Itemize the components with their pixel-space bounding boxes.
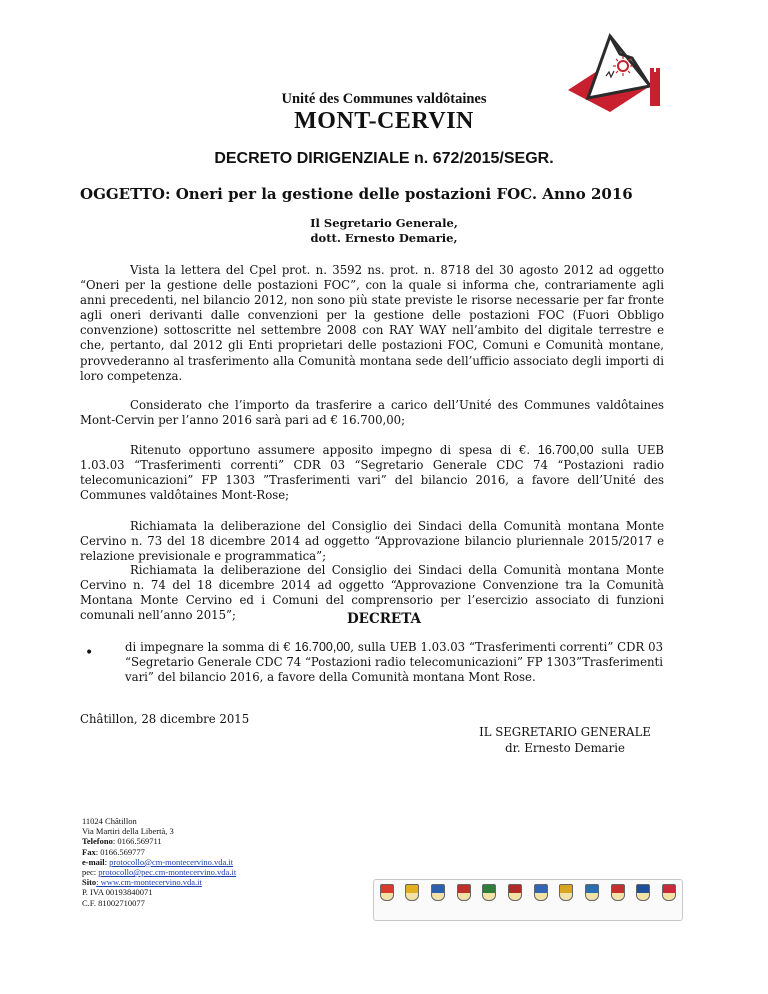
crest-icon (634, 884, 652, 901)
paragraph-richiamata-1 (80, 519, 664, 564)
email-label: e-mail (82, 856, 105, 867)
paragraph-text: sulla UEB 1.03.03 “Trasferimenti correnti” CDR 03 “Segretario Generale CDC 74 “Postazioni radio telecomunicazioni” FP 1303 ”Trasferimenti vari” del bilancio 2016, a favore dell’Unité des Communes valdôtaines Mont-Rose; (80, 443, 664, 503)
subject-line: OGGETTO: Oneri per la gestione delle postazioni FOC. Anno 2016 (80, 185, 633, 203)
amount: 16.700,00 (294, 640, 351, 654)
paragraph-text: Considerato che l’importo da trasferire a carico dell’Unité des Communes valdôtaines Mont-Cervin per l’anno 2016 sarà pari ad € 16.700,00; (80, 398, 664, 428)
paragraph-text: Richiamata la deliberazione del Consiglio dei Sindaci della Comunità montana Monte Cervino n. 73 del 18 dicembre 2014 ad oggetto “Approvazione bilancio pluriennale 2015/2017 e relazione previsionale e programmatica”; (80, 519, 664, 564)
site-link[interactable]: : www.cm-montecervino.vda.it (96, 877, 202, 888)
vat-number: P. IVA 00193840071 (82, 887, 153, 898)
shield-icon (636, 884, 650, 901)
pec-link[interactable]: protocollo@pec.cm-montecervino.vda.it (98, 867, 237, 878)
crest-icon (557, 884, 575, 901)
shield-icon (405, 884, 419, 901)
signatory-name: dott. Ernesto Demarie, (310, 231, 458, 245)
shield-icon (482, 884, 496, 901)
fax-label: Fax (82, 846, 96, 857)
footer-contacts: 11024 Châtillon Via Martiri della Libertà, 3 Telefono: 0166.569711 Fax: 0166.569777 e-mail: protocollo@cm-montecervino.vda.it pec: protocollo@pec.cm-montecervino.vda.it Sito: www.cm-montecervino.vda.it P. IVA 00193840071 C.F. 81002710077 (82, 816, 237, 908)
shield-icon (457, 884, 471, 901)
paragraph-ritenuto (80, 443, 664, 503)
crest-icon (455, 884, 473, 901)
org-name: MONT-CERVIN (294, 108, 474, 134)
shield-icon (431, 884, 445, 901)
decreta-heading: DECRETA (346, 611, 422, 627)
paragraph-text: Vista la lettera del Cpel prot. n. 3592 ns. prot. n. 8718 del 30 agosto 2012 ad oggetto “Oneri per la gestione delle postazioni FOC”, con la quale si informa che, contrariamente agli anni precedenti, nel bilancio 2012, non sono più state previste le risorse necessarie per far fronte agli oneri derivanti dalle convenzioni per la gestione delle postazioni FOC (Fuori Obbligo convenzione) sottoscritte nel settembre 2008 con RAY WAY nell’ambito del digitale terrestre e che, pertanto, dal 2012 gli Enti proprietari delle postazioni FOC, Comuni e Comunità montane, provvederanno al trasferimento alla Comunità montana sede dell’ufficio associato degli importi di loro competenza. (80, 263, 664, 383)
decree-title: DECRETO DIRIGENZIALE n. 672/2015/SEGR. (214, 150, 554, 167)
shield-icon (534, 884, 548, 901)
pec-label: pec (82, 867, 94, 878)
signature-name: dr. Ernesto Demarie (505, 740, 625, 755)
crest-icon (403, 884, 421, 901)
shield-icon (662, 884, 676, 901)
tax-code: C.F. 81002710077 (82, 897, 145, 908)
crest-icon (429, 884, 447, 901)
shield-icon (380, 884, 394, 901)
shield-icon (585, 884, 599, 901)
crest-icon (609, 884, 627, 901)
paragraph-vista (80, 263, 664, 384)
paragraph-text: Richiamata la deliberazione del Consiglio dei Sindaci della Comunità montana Monte Cervino n. 74 del 18 dicembre 2014 ad oggetto “Approvazione Convenzione tra la Comunità Montana Monte Cervino ed i Comuni del comprensorio per l’esercizio associato di funzioni comunali nell’anno 2015”; (80, 563, 664, 623)
municipal-crests-strip (373, 879, 683, 921)
signature-block (450, 725, 680, 756)
place-date: Châtillon, 28 dicembre 2015 (80, 712, 250, 726)
org-line: Unité des Communes valdôtaines (281, 91, 487, 107)
bullet-icon: • (85, 645, 94, 661)
item-text: , sulla UEB 1.03.03 “Trasferimenti correnti” CDR 03 “Segretario Generale CDC 74 “Postazioni radio telecomunicazioni” FP 1303”Trasferimenti vari” del bilancio 2016, a favore della Comunità montana Mont Rose. (125, 640, 664, 685)
address-line: Via Martiri della Libertà, 3 (82, 826, 174, 837)
shield-icon (508, 884, 522, 901)
crest-icon (660, 884, 678, 901)
crest-icon (532, 884, 550, 901)
address-line: 11024 Châtillon (82, 816, 137, 826)
site-label: Sito (82, 877, 97, 888)
shield-icon (559, 884, 573, 901)
phone-number: : 0166.569711 (112, 836, 162, 847)
amount: 16.700,00 (537, 443, 594, 457)
crest-icon (480, 884, 498, 901)
crest-icon (583, 884, 601, 901)
shield-icon (611, 884, 625, 901)
decree-item (125, 640, 663, 685)
crest-icon (378, 884, 396, 901)
paragraph-text: Ritenuto opportuno assumere apposito impegno di spesa di €. (130, 443, 538, 457)
phone-label: Telefono (82, 836, 113, 847)
signature-title: IL SEGRETARIO GENERALE (479, 725, 651, 739)
email-link[interactable]: protocollo@cm-montecervino.vda.it (109, 856, 234, 867)
item-text: di impegnare la somma di € (125, 640, 295, 654)
crest-icon (506, 884, 524, 901)
paragraph-considerato (80, 398, 664, 428)
signatory-title: Il Segretario Generale, (310, 216, 458, 230)
fax-number: : 0166.569777 (95, 846, 145, 857)
